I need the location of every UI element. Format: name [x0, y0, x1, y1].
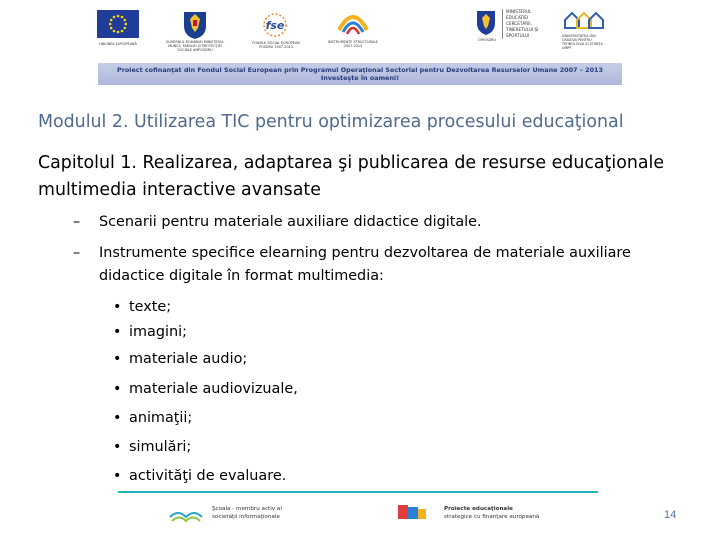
- list-item-text: imagini;: [129, 324, 187, 340]
- dash-mark: –: [73, 214, 81, 230]
- list-item-text: materiale audiovizuale,: [129, 381, 298, 397]
- instrumente-structurale-icon: [333, 8, 373, 38]
- chapter-title: Capitolul 1. Realizarea, adaptarea şi publicarea de resurse educaţionale multimedia interactive avansate: [38, 153, 665, 200]
- dash-item-text: Scenarii pentru materiale auxiliare didactice digitale.: [99, 214, 482, 230]
- module-title: Modulul 2. Utilizarea TIC pentru optimizarea procesului educaţional: [38, 112, 624, 132]
- list-item-text: materiale audio;: [129, 351, 248, 367]
- footer-left-line-2: societăţii informaţionale: [212, 514, 280, 520]
- cofinancing-banner: [98, 63, 622, 85]
- footer-right-line-1: Proiecte educaţionale: [444, 506, 513, 512]
- bullet-icon: •: [113, 439, 122, 455]
- open-book-icon: [166, 503, 206, 523]
- page-number: 14: [664, 509, 677, 521]
- list-item: [113, 348, 247, 370]
- banner-line-2: Investeşte în oameni!: [320, 74, 400, 82]
- list-item-text: animaţii;: [129, 410, 193, 426]
- dash-mark: –: [73, 245, 81, 261]
- dash-item-text: Instrumente specifice elearning pentru dezvoltarea de materiale auxiliare didactice digitale în format multimedia:: [99, 245, 631, 284]
- government-caption: GUVERNUL ROMÂNIEI MINISTERUL MUNCII, FAMILIEI ŞI PROTECŢIEI SOCIALE AMPOSDRU: [165, 40, 225, 52]
- instrumente-caption: INSTRUMENTE STRUCTURALE 2007-2013: [327, 40, 379, 48]
- list-item-text: simulări;: [129, 439, 192, 455]
- list-item: [113, 321, 187, 343]
- svg-text:fse: fse: [265, 19, 285, 32]
- bullet-icon: •: [113, 324, 122, 340]
- bullet-icon: •: [113, 299, 122, 315]
- footer-divider: [118, 491, 598, 493]
- houses-logo-icon: [563, 10, 605, 30]
- list-item: [113, 436, 191, 458]
- eu-caption: UNIUNEA EUROPEANĂ: [99, 42, 137, 46]
- footer-right-line-2: strategice cu finanţare europeană: [444, 514, 540, 520]
- banner-line-1: Proiect cofinanţat din Fondul Social European prin Programul Operaţional Sectorial pentru Dezvoltarea Resurselor Umane 2007 – 2013: [117, 66, 603, 74]
- list-item-text: activităţi de evaluare.: [129, 468, 287, 484]
- list-item: [113, 296, 171, 318]
- list-item: [113, 378, 298, 400]
- book-stack-icon: [392, 501, 432, 523]
- eu-flag-icon: [97, 10, 139, 38]
- ministry-text-block: MINISTERUL EDUCAŢIEI CERCETĂRII, TINERETULUI ŞI SPORTULUI: [502, 9, 552, 39]
- list-item: [113, 465, 286, 487]
- list-item: [113, 407, 192, 429]
- dash-item-1: [73, 211, 703, 234]
- fse-logo-icon: [255, 10, 295, 40]
- bullet-icon: •: [113, 468, 122, 484]
- ministry-crest-caption: OIPOSDRU: [478, 38, 496, 42]
- fse-caption: FONDUL SOCIAL EUROPEAN POSDRU 2007-2013: [252, 41, 300, 49]
- ministry-crest-icon: [475, 8, 497, 36]
- dash-item-2: [73, 242, 673, 288]
- houses-caption: UNIVERSITATEA DIN CRAIOVA PENTRU TEHNOLOGIA ŞI ŞTIINŢA UMPF: [562, 34, 603, 50]
- footer-left-line-1: Şcoala - membru activ al: [212, 506, 282, 512]
- list-item-text: texte;: [129, 299, 172, 315]
- bullet-icon: •: [113, 410, 122, 426]
- romania-coat-of-arms-icon: [182, 8, 208, 40]
- bullet-icon: •: [113, 351, 122, 367]
- bullet-icon: •: [113, 381, 122, 397]
